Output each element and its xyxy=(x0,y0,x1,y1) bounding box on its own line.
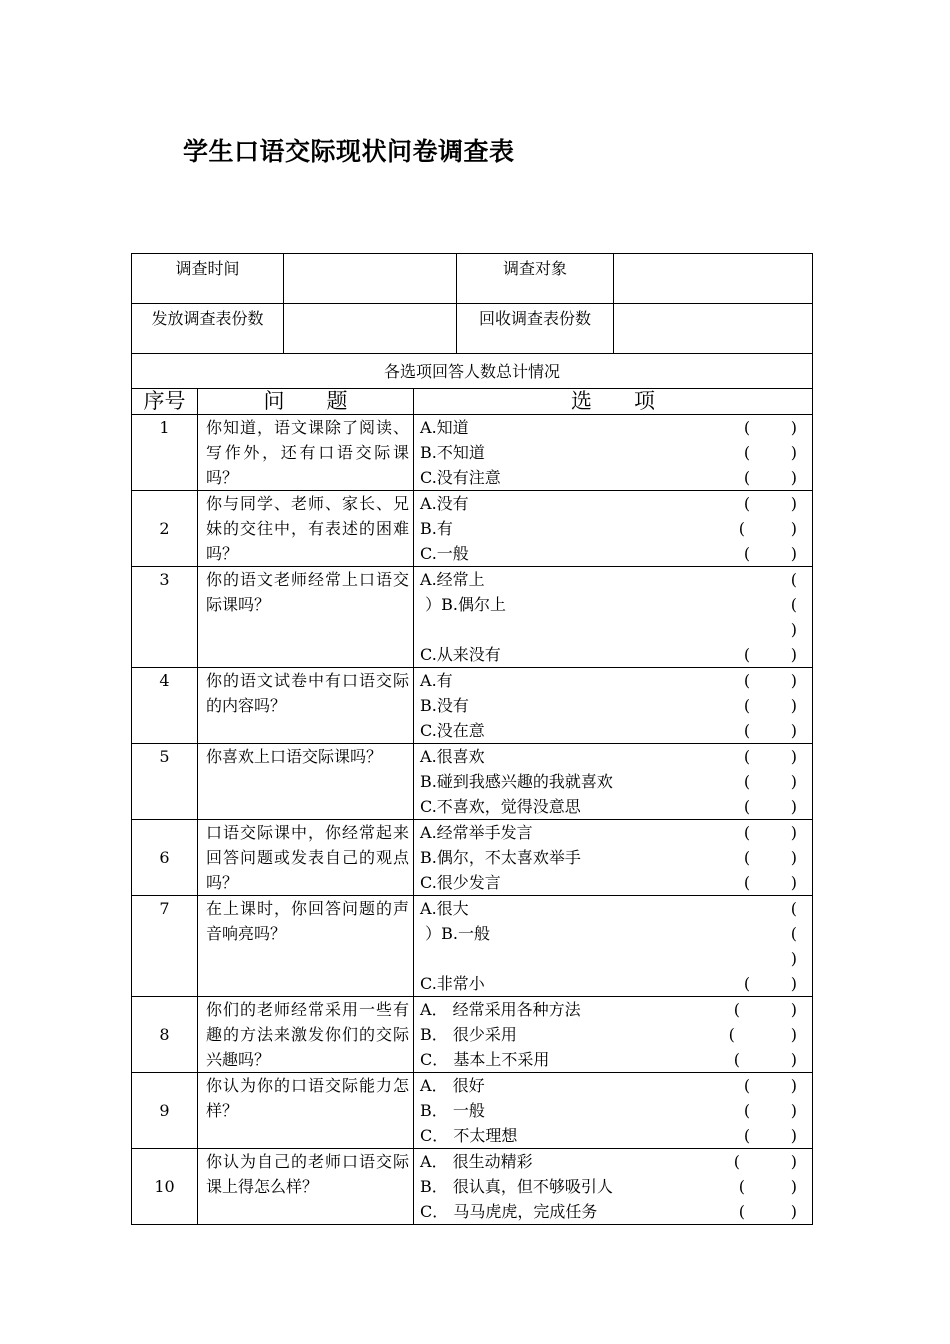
options-cell xyxy=(414,896,813,997)
answer-count-bracket[interactable]: ( xyxy=(790,899,798,918)
option-text: B.偶尔，不太喜欢举手 xyxy=(420,848,581,867)
options-cell xyxy=(414,491,813,567)
option-line[interactable] xyxy=(420,794,797,819)
option-text: C.不喜欢，觉得没意思 xyxy=(420,797,581,816)
option-text: A.很喜欢 xyxy=(420,747,485,766)
option-line[interactable] xyxy=(420,820,797,845)
answer-count-bracket[interactable]: ( ) xyxy=(738,519,798,538)
options-cell xyxy=(414,1073,813,1149)
answer-count-bracket[interactable]: ( ) xyxy=(743,1126,798,1145)
question-text: 你喜欢上口语交际课吗？ xyxy=(198,744,414,820)
option-line[interactable] xyxy=(420,1149,797,1174)
option-text: B． 很认真，但不够吸引人 xyxy=(420,1177,613,1196)
option-text: A.没有 xyxy=(420,494,469,513)
answer-count-bracket[interactable]: ( ) xyxy=(743,544,798,563)
option-text: A.经常举手发言 xyxy=(420,823,533,842)
distributed-count-value[interactable] xyxy=(284,304,457,354)
option-text: C.非常小 xyxy=(420,974,485,993)
table-row xyxy=(132,997,813,1073)
answer-count-bracket[interactable]: ( ) xyxy=(743,797,798,816)
option-text: A.经常上 xyxy=(420,570,485,589)
option-line[interactable] xyxy=(420,465,797,490)
table-row xyxy=(132,896,813,997)
answer-count-bracket[interactable]: ( ) xyxy=(743,823,798,842)
option-text: C.没有注意 xyxy=(420,468,501,487)
option-line[interactable] xyxy=(420,718,797,743)
option-line[interactable] xyxy=(420,642,797,667)
answer-count-bracket[interactable]: ) xyxy=(790,949,798,968)
summary-label: 各选项回答人数总计情况 xyxy=(132,354,813,389)
option-text: B.没有 xyxy=(420,696,469,715)
option-text: B.碰到我感兴趣的我就喜欢 xyxy=(420,772,613,791)
option-text: ）B.偶尔上 xyxy=(420,595,506,614)
answer-count-bracket[interactable]: ( ) xyxy=(743,443,798,462)
option-text: C.没在意 xyxy=(420,721,485,740)
question-text: 你们的老师经常采用一些有趣的方法来激发你们的交际兴趣吗？ xyxy=(198,997,414,1073)
survey-table xyxy=(131,253,813,1225)
table-row xyxy=(132,1149,813,1225)
survey-subject-label: 调查对象 xyxy=(457,254,614,304)
answer-count-bracket[interactable]: ( ) xyxy=(743,873,798,892)
answer-count-bracket[interactable]: ( ) xyxy=(743,848,798,867)
question-text: 你认为你的口语交际能力怎样？ xyxy=(198,1073,414,1149)
returned-count-value[interactable] xyxy=(614,304,813,354)
question-number: 3 xyxy=(132,567,198,668)
question-number: 7 xyxy=(132,896,198,997)
question-text: 你的语文老师经常上口语交际课吗？ xyxy=(198,567,414,668)
option-text: A． 很好 xyxy=(420,1076,485,1095)
option-line[interactable] xyxy=(420,491,797,516)
column-header-question: 问 题 xyxy=(198,389,414,415)
question-number: 5 xyxy=(132,744,198,820)
table-row xyxy=(132,744,813,820)
answer-count-bracket[interactable]: ( ) xyxy=(743,418,798,437)
option-line[interactable] xyxy=(420,1174,797,1199)
answer-count-bracket[interactable]: ( ) xyxy=(743,645,798,664)
column-header-options: 选 项 xyxy=(414,389,813,415)
option-line[interactable] xyxy=(420,617,797,642)
options-cell xyxy=(414,567,813,668)
page-title: 学生口语交际现状问卷调查表 xyxy=(183,137,515,166)
column-header-no: 序号 xyxy=(132,389,198,415)
table-row xyxy=(132,567,813,668)
option-line[interactable] xyxy=(420,1123,797,1148)
answer-count-bracket[interactable]: ( ) xyxy=(743,468,798,487)
option-line[interactable] xyxy=(420,1199,797,1224)
answer-count-bracket[interactable]: ( xyxy=(790,570,798,589)
answer-count-bracket[interactable]: ( ) xyxy=(733,1000,798,1019)
answer-count-bracket[interactable]: ( ) xyxy=(733,1152,798,1171)
answer-count-bracket[interactable]: ) xyxy=(790,620,798,639)
option-text: C． 不太理想 xyxy=(420,1126,518,1145)
option-text: B． 很少采用 xyxy=(420,1025,517,1044)
answer-count-bracket[interactable]: ( ) xyxy=(743,772,798,791)
question-text: 在上课时，你回答问题的声音响亮吗？ xyxy=(198,896,414,997)
table-row xyxy=(132,491,813,567)
question-number: 2 xyxy=(132,491,198,567)
answer-count-bracket[interactable]: ( ) xyxy=(743,696,798,715)
options-cell xyxy=(414,820,813,896)
answer-count-bracket[interactable]: ( ) xyxy=(743,974,798,993)
option-line[interactable] xyxy=(420,1073,797,1098)
option-text: B． 一般 xyxy=(420,1101,485,1120)
table-row xyxy=(132,1073,813,1149)
option-line[interactable] xyxy=(420,1047,797,1072)
option-text: A． 经常采用各种方法 xyxy=(420,1000,581,1019)
option-line[interactable] xyxy=(420,769,797,794)
answer-count-bracket[interactable]: ( xyxy=(790,924,798,943)
option-line[interactable] xyxy=(420,921,797,946)
option-line[interactable] xyxy=(420,1098,797,1123)
question-text: 你的语文试卷中有口语交际的内容吗？ xyxy=(198,668,414,744)
table-row xyxy=(132,668,813,744)
survey-time-label: 调查时间 xyxy=(132,254,284,304)
option-text: B.有 xyxy=(420,519,453,538)
answer-count-bracket[interactable]: ( ) xyxy=(733,1050,798,1069)
question-number: 1 xyxy=(132,415,198,491)
option-line[interactable] xyxy=(420,440,797,465)
option-line[interactable] xyxy=(420,946,797,971)
question-text: 你知道，语文课除了阅读、写作外，还有口语交际课吗？ xyxy=(198,415,414,491)
option-text: C.从来没有 xyxy=(420,645,501,664)
option-text: C.一般 xyxy=(420,544,469,563)
options-cell xyxy=(414,997,813,1073)
question-text: 你与同学、老师、家长、兄妹的交往中，有表述的困难吗？ xyxy=(198,491,414,567)
option-text: A.知道 xyxy=(420,418,469,437)
option-text: B.不知道 xyxy=(420,443,485,462)
option-line[interactable] xyxy=(420,1022,797,1047)
options-cell xyxy=(414,415,813,491)
table-row xyxy=(132,415,813,491)
option-line[interactable] xyxy=(420,415,797,440)
option-text: ）B.一般 xyxy=(420,924,490,943)
answer-count-bracket[interactable]: ( ) xyxy=(743,494,798,513)
options-cell xyxy=(414,1149,813,1225)
question-number: 4 xyxy=(132,668,198,744)
answer-count-bracket[interactable]: ( ) xyxy=(743,671,798,690)
option-line[interactable] xyxy=(420,516,797,541)
survey-subject-value[interactable] xyxy=(614,254,813,304)
option-text: C． 马马虎虎，完成任务 xyxy=(420,1202,598,1221)
option-line[interactable] xyxy=(420,592,797,617)
option-line[interactable] xyxy=(420,744,797,769)
option-line[interactable] xyxy=(420,668,797,693)
question-number: 9 xyxy=(132,1073,198,1149)
table-row xyxy=(132,820,813,896)
options-cell xyxy=(414,668,813,744)
option-line[interactable] xyxy=(420,541,797,566)
option-line[interactable] xyxy=(420,870,797,895)
option-line[interactable] xyxy=(420,896,797,921)
answer-count-bracket[interactable]: ( xyxy=(790,595,798,614)
option-line[interactable] xyxy=(420,997,797,1022)
option-text: C． 基本上不采用 xyxy=(420,1050,550,1069)
distributed-count-label: 发放调查表份数 xyxy=(132,304,284,354)
option-text: A.有 xyxy=(420,671,453,690)
option-text: C.很少发言 xyxy=(420,873,501,892)
question-text: 你认为自己的老师口语交际课上得怎么样？ xyxy=(198,1149,414,1225)
answer-count-bracket[interactable]: ( ) xyxy=(738,1202,798,1221)
answer-count-bracket[interactable]: ( ) xyxy=(743,1101,798,1120)
option-line[interactable] xyxy=(420,567,797,592)
option-text: A． 很生动精彩 xyxy=(420,1152,533,1171)
answer-count-bracket[interactable]: ( ) xyxy=(738,1177,798,1196)
returned-count-label: 回收调查表份数 xyxy=(457,304,614,354)
question-number: 8 xyxy=(132,997,198,1073)
answer-count-bracket[interactable]: ( ) xyxy=(743,1076,798,1095)
question-text: 口语交际课中，你经常起来回答问题或发表自己的观点吗？ xyxy=(198,820,414,896)
answer-count-bracket[interactable]: ( ) xyxy=(743,721,798,740)
question-number: 10 xyxy=(132,1149,198,1225)
answer-count-bracket[interactable]: ( ) xyxy=(743,747,798,766)
option-line[interactable] xyxy=(420,971,797,996)
answer-count-bracket[interactable]: ( ) xyxy=(728,1025,798,1044)
option-line[interactable] xyxy=(420,845,797,870)
options-cell xyxy=(414,744,813,820)
survey-time-value[interactable] xyxy=(284,254,457,304)
option-text: A.很大 xyxy=(420,899,469,918)
question-number: 6 xyxy=(132,820,198,896)
option-line[interactable] xyxy=(420,693,797,718)
